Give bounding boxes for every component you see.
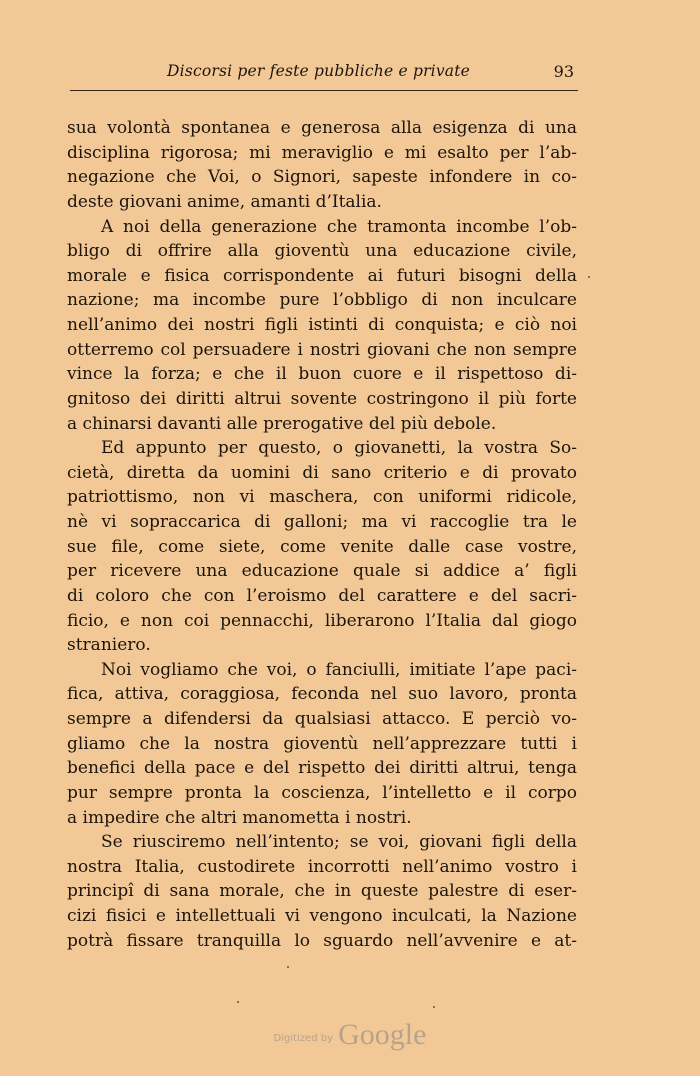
text-line: potrà fissare tranquilla lo sguardo nell’avvenire e at-	[67, 930, 577, 951]
google-logo: Google	[338, 1018, 427, 1051]
text-line: nazione; ma incombe pure l’obbligo di non inculcare	[67, 290, 577, 311]
text-line: sue file, come siete, come venite dalle case vostre,	[67, 536, 577, 557]
text-line: pur sempre pronta la coscienza, l’intelletto e il corpo	[67, 782, 577, 803]
text-line: otterremo col persuadere i nostri giovani che non sempre	[67, 339, 577, 360]
text-line: nostra Italia, custodirete incorrotti nell’animo vostro i	[67, 856, 577, 877]
text-line: sempre a difendersi da qualsiasi attacco. E perciò vo-	[67, 709, 577, 729]
text-line: gnitoso dei diritti altrui sovente costringono il più forte	[67, 388, 577, 409]
text-line: nell’animo dei nostri figli istinti di conquista; e ciò noi	[67, 315, 577, 335]
text-line: disciplina rigorosa; mi meraviglio e mi esalto per l’ab-	[67, 142, 577, 163]
text-line: benefici della pace e del rispetto dei diritti altrui, tenga	[67, 758, 577, 779]
text-line: per ricevere una educazione quale si addice a’ figli	[67, 561, 577, 582]
paragraph-first-line: Ed appunto per questo, o giovanetti, la vostra So-	[101, 438, 577, 459]
running-title: Discorsi per feste pubbliche e private	[167, 62, 471, 80]
text-line: patriottismo, non vi maschera, con uniformi ridicole,	[67, 487, 577, 508]
paper-speck	[588, 276, 590, 278]
page-number: 93	[553, 62, 574, 81]
text-line: straniero.	[67, 635, 151, 656]
paragraph-first-line: A noi della generazione che tramonta incombe l’ob-	[101, 216, 577, 237]
text-line: bligo di offrire alla gioventù una educazione civile,	[67, 241, 577, 262]
paper-speck	[237, 1001, 239, 1003]
text-line: vince la forza; e che il buon cuore e il rispettoso di-	[67, 364, 577, 385]
text-line: morale e fisica corrispondente ai futuri bisogni della	[67, 265, 577, 286]
text-line: sua volontà spontanea e generosa alla esigenza di una	[67, 118, 577, 138]
text-line: gliamo che la nostra gioventù nell’apprezzare tutti i	[67, 733, 577, 754]
text-line: a impedire che altri manometta i nostri.	[67, 807, 412, 828]
digitized-by-google-watermark	[0, 1018, 700, 1052]
text-line: fica, attiva, coraggiosa, feconda nel suo lavoro, pronta	[67, 684, 577, 705]
text-line: deste giovani anime, amanti d’Italia.	[67, 191, 382, 212]
text-line: nè vi sopraccarica di galloni; ma vi raccoglie tra le	[67, 512, 577, 532]
text-line: a chinarsi davanti alle prerogative del più debole.	[67, 413, 497, 434]
body-text	[67, 116, 577, 962]
text-line: ficio, e non coi pennacchi, liberarono l’Italia dal giogo	[67, 610, 577, 631]
text-line: di coloro che con l’eroismo del carattere e del sacri-	[67, 585, 577, 606]
running-header	[70, 60, 578, 94]
paragraph-first-line: Noi vogliamo che voi, o fanciulli, imitiate l’ape paci-	[101, 659, 577, 680]
text-line: negazione che Voi, o Signori, sapeste infondere in co-	[67, 167, 577, 188]
watermark-prefix: Digitized by	[273, 1033, 334, 1044]
text-line: cietà, diretta da uomini di sano criterio e di provato	[67, 462, 577, 483]
text-line: principî di sana morale, che in queste palestre di eser-	[67, 881, 577, 902]
header-rule	[70, 90, 578, 91]
paper-speck	[433, 1006, 435, 1008]
paper-speck	[287, 966, 289, 968]
text-line: cizi fisici e intellettuali vi vengono inculcati, la Nazione	[67, 906, 577, 926]
paragraph-first-line: Se riusciremo nell’intento; se voi, giovani figli della	[101, 832, 577, 853]
